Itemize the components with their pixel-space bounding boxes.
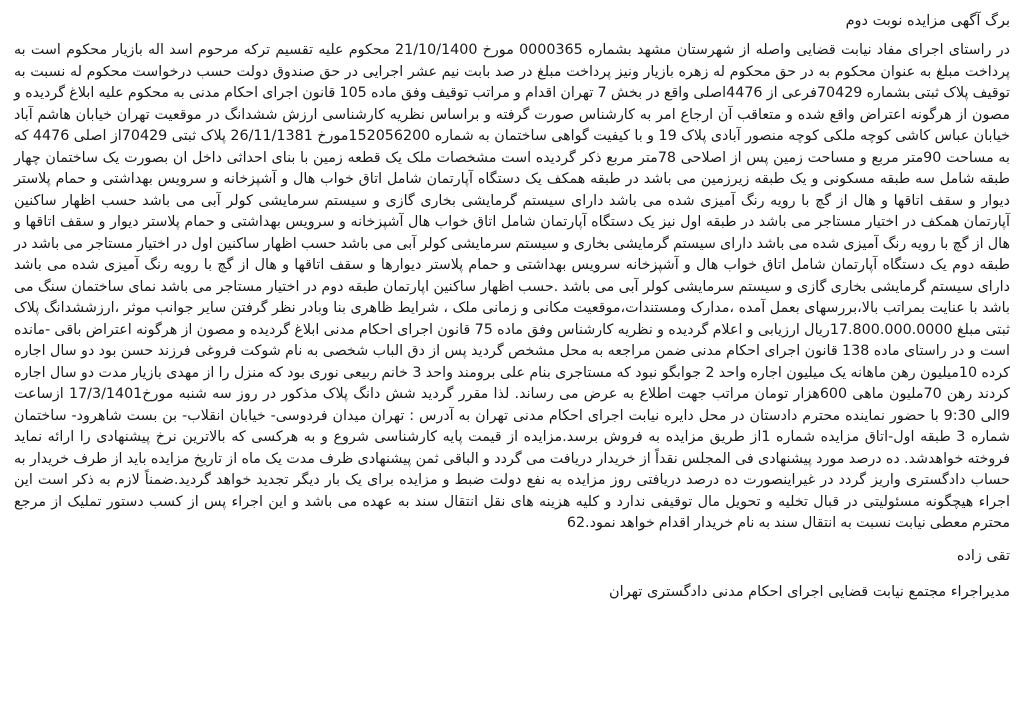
notice-title: برگ آگهی مزایده نوبت دوم <box>845 13 1010 29</box>
signer-name: تقی زاده <box>956 547 1010 564</box>
notice-body: در راستای اجرای مفاد نیابت قضایی واصله از شهرستان مشهد بشماره 0000365 مورخ 21/10/1400 محکوم علیه تقسیم ترکه مرحوم اسد اله بازیار محکوم است به پرداخت مبلغ به عنوان محکوم به در حق محکوم له زهره بازیار ونیز پرداخت مبلغ در صد بابت نیم عشر اجرایی در حق صندوق دولت حسب درخواست محکوم له نسبت به توقیف پلاک ثبتی بشماره 70429فرعی از 4476اصلی واقع در بخش 7 تهران اقدام و مراتب توقیف وفق ماده 105 قانون اجرای احکام مدنی به محکوم علیه ابلاغ گردیده و مصون از هرگونه اعتراض واقع شده و متعاقب آن ارجاع امر به کارشناس صورت گرفته و براساس نظریه کارشناسی ارزش ششدانگ در موقعیت تهران خیابان هاشم آباد خیابان عباس کاشی کوچه ملکی کوچه منصور آبادی پلاک 19 و با کیفیت گواهی ساختمان به شماره 152056200مورخ 26/11/1381 پلاک ثبتی 70429از اصلی 4476 که به مساحت 90متر مربع و مساحت زمین پس از اصلاحی 78متر مربع ذکر گردیده است مشخصات ملک یک قطعه زمین با بنای احداثی داخل ان بصورت یک ساختمان چهار طبقه شامل سه طبقه مسکونی و یک طبقه زیرزمین می باشد در طبقه همکف یک دستگاه آپارتمان شامل اتاق خواب هال و آشپزخانه و سرویس بهداشتی و حمام پلاستر دیوار و سقف اتاقها و هال از گچ با رویه رنگ آمیزی شده می باشد دارای سیستم گرمایشی بخاری گازی و سیستم سرمایشی کولر آبی می باشد حسب اظهار ساکنین آپارتمان همکف در اختیار مستاجر می باشد در طبقه اول نیز یک دستگاه آپارتمان شامل اتاق خواب هال آشپزخانه و سرویس بهداشتی و حمام پلاستر دیوار و سقف اتاقها و هال از گچ با رویه رنگ آمیزی شده می باشد دارای سیستم گرمایشی بخاری و سیستم سرمایشی کولر آبی می باشد حسب اظهار ساکنین اول در اختیار مستاجر می باشد در طبقه دوم یک دستگاه آپارتمان شامل اتاق خواب هال و آشپزخانه سرویس بهداشتی و حمام پلاستر دیوارها و سقف اتاقها و هال از گچ با رویه رنگ آمیزی شده می باشد دارای سیستم گرمایشی بخاری گازی و سیستم سرمایشی کولر آبی می باشد .حسب اظهار ساکنین اپارتمان طبقه دوم در اختیار مستاجر می باشد نمای ساختمان سنگ می باشد با عنایت بمراتب بالا،بررسهای بعمل آمده ،مدارک ومستندات،موقعیت مکانی و زمانی ملک ، شرایط ظاهری بنا وبادر نظر گرفتن سایر جوانب موثر ،ارزششدانگ پلاک ثبتی مبلغ 17.800.000.0000ریال ارزیابی و اعلام گردیده و نظریه کارشناس وفق ماده 75 قانون اجرای احکام مدنی ابلاغ گردیده و مصون از هرگونه اعتراض باقی -مانده است و در راستای ماده 138 قانون اجرای احکام مدنی ضمن مراجعه به محل مشخص گردید پس از دق الباب شخصی به نام شوکت فروغی فرزند حسن بود دو سال اجاره کرده 10میلیون رهن ماهانه یک میلیون اجاره واحد 2 جوابگو نبود که مستاجری بنام علی برومند واحد 3 خانم ربیعی نوری بود که منزل را از مهدی بازیار مدت دو سال اجاره کردند رهن 70ملیون ماهی 600هزار تومان مراتب جهت اطلاع به عرض می رساند. لذا مقرر گردید شش دانگ پلاک مذکور در روز سه شنبه مورخ17/3/1401 ازساعت 9الی 9:30 با حضور نماینده محترم دادستان در محل دایره نیابت اجرای احکام مدنی تهران به آدرس : تهران میدان فردوسی- خیابان انقلاب- بن بست شاهرود- ساختمان شماره 3 طبقه اول-اتاق مزایده شماره 1از طریق مزایده به فروش برسد.مزایده از قیمت پایه کارشناسی شروع و به هرکسی که بالاترین نرخ پیشنهادی را ارائه نماید فروخته خواهدشد. ده درصد مورد پیشنهادی فی المجلس نقداً از خریدار دریافت می گردد و الباقی ثمن پیشنهادی ظرف مدت یک ماه از تاریخ مزایده باید از طرف خریدار به حساب دادگستری واریز گردد در غیراینصورت ده درصد دریافتی روز مزایده به نفع دولت ضبط و مزایده برای یک بار دیگر تجدید خواهد گردید.ضمناً لازم به ذکر است این اجراء هیچگونه مسئولیتی در قبال تخلیه و تحویل مال توقیفی ندارد و کلیه هزینه های نقل انتقال سند به عهده می باشد و این اجراء پس از کسب دستور تملیک از مرجع محترم معطی نیابت نسبت به انتقال سند به نام خریدار اقدام خواهد نمود.62 <box>14 42 1010 531</box>
office-title: مدیراجراء مجتمع نیابت قضایی اجرای احکام مدنی دادگستری تهران <box>608 583 1010 600</box>
